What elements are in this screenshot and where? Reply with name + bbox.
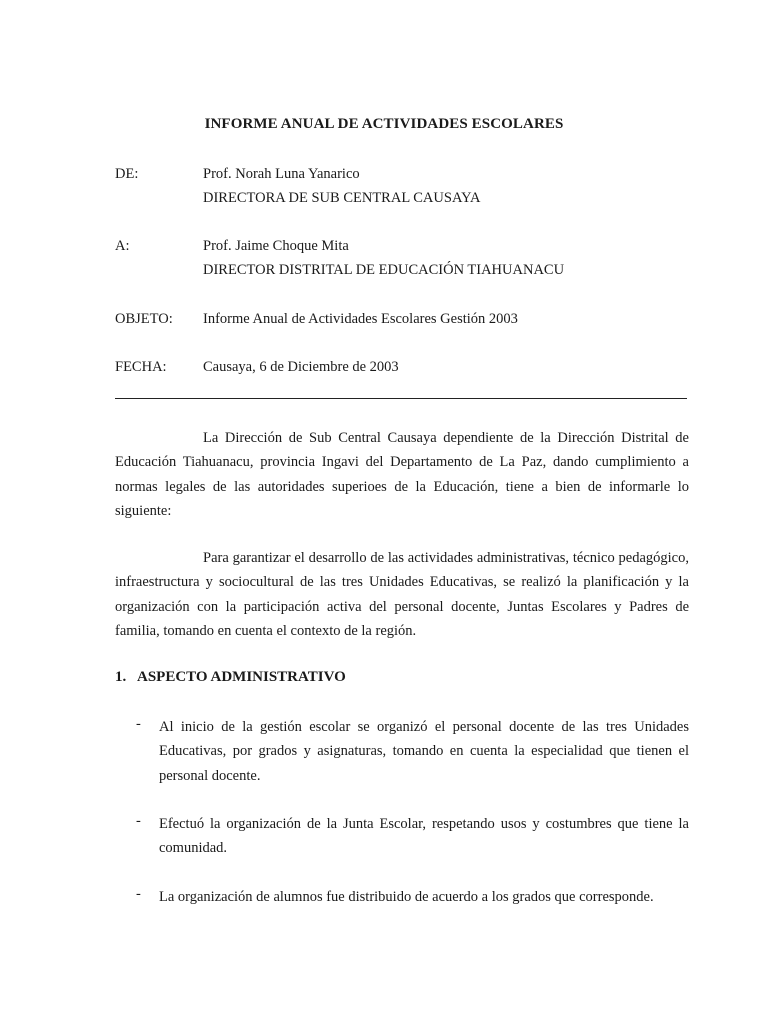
subject-label: OBJETO:	[115, 311, 173, 327]
section-number: 1.	[115, 669, 127, 685]
context-paragraph: Para garantizar el desarrollo de las actividades administrativas, técnico pedagógico, infraestructura y sociocultural de las tres Unidades Educativas, se realizó la planificación y la organización con la participación activa del personal docente, Juntas Escolares y Padres de familia, tomando en cuenta el contexto de la región.	[115, 550, 689, 639]
document-title: INFORME ANUAL DE ACTIVIDADES ESCOLARES	[204, 116, 564, 132]
header-divider	[115, 398, 687, 399]
bullet-marker: -	[136, 716, 141, 732]
bullet-item: Efectuó la organización de la Junta Escolar, respetando usos y costumbres que tiene la comunidad.	[159, 816, 689, 857]
date-value: Causaya, 6 de Diciembre de 2003	[203, 359, 399, 375]
subject-value: Informe Anual de Actividades Escolares Gestión 2003	[203, 311, 518, 327]
from-label: DE:	[115, 166, 139, 182]
bullet-item: La organización de alumnos fue distribuido de acuerdo a los grados que corresponde.	[159, 889, 654, 905]
to-name: Prof. Jaime Choque Mita	[203, 238, 349, 254]
from-name: Prof. Norah Luna Yanarico	[203, 166, 360, 182]
intro-paragraph: La Dirección de Sub Central Causaya dependiente de la Dirección Distrital de Educación Tiahuanacu, provincia Ingavi del Departamento de La Paz, dando cumplimiento a normas legales de las autoridades superioes de la Educación, tiene a bien de informarle lo siguiente:	[115, 430, 689, 519]
bullet-marker: -	[136, 813, 141, 829]
bullet-item: Al inicio de la gestión escolar se organizó el personal docente de las tres Unidades Educativas, por grados y asignaturas, tomando en cuenta la especialidad que tienen el personal docente.	[159, 719, 689, 784]
bullet-marker: -	[136, 886, 141, 902]
section-heading	[115, 669, 346, 686]
to-label: A:	[115, 238, 130, 254]
to-role: DIRECTOR DISTRITAL DE EDUCACIÓN TIAHUANACU	[203, 262, 565, 278]
date-label: FECHA:	[115, 359, 167, 375]
section-title: ASPECTO ADMINISTRATIVO	[137, 669, 346, 685]
from-role: DIRECTORA DE SUB CENTRAL CAUSAYA	[203, 190, 481, 206]
